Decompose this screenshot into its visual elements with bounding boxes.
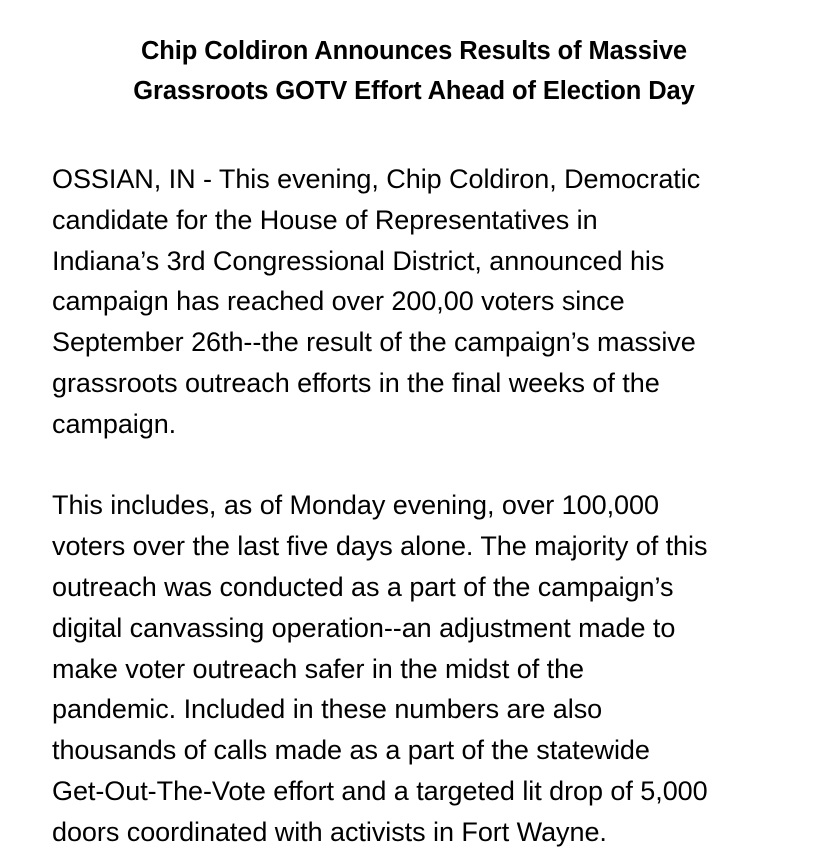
paragraph-line: campaign. [52, 408, 177, 439]
headline-line: Grassroots GOTV Effort Ahead of Election Day [133, 77, 695, 105]
paragraph-line: outreach was conducted as a part of the campaign’s [52, 571, 674, 602]
paragraph-line: thousands of calls made as a part of the statewide [52, 735, 650, 766]
paragraph-line: candidate for the House of Representatives in [52, 204, 598, 235]
paragraph-line: voters over the last five days alone. The majority of this [52, 531, 708, 562]
paragraph-line: digital canvassing operation--an adjustment made to [52, 612, 676, 643]
paragraph-line: This includes, as of Monday evening, over 100,000 [52, 490, 659, 521]
paragraph-line: September 26th--the result of the campaign’s massive [52, 327, 696, 358]
paragraph-line: doors coordinated with activists in Fort Wayne. [52, 816, 607, 847]
paragraph-line: Indiana’s 3rd Congressional District, announced his [52, 245, 665, 276]
headline-line: Chip Coldiron Announces Results of Massive [140, 37, 687, 65]
paragraph-line: Get-Out-The-Vote effort and a targeted lit drop of 5,000 [52, 775, 708, 806]
paragraph-line: grassroots outreach efforts in the final weeks of the [52, 367, 660, 398]
paragraph-line: make voter outreach safer in the midst of the [52, 653, 585, 684]
paragraph-line: OSSIAN, IN - This evening, Chip Coldiron, Democratic [52, 164, 701, 194]
paragraph-line: campaign has reached over 200,00 voters since [52, 286, 625, 317]
paragraph-line: pandemic. Included in these numbers are also [52, 694, 603, 725]
paragraph-details [52, 485, 776, 852]
headline [52, 31, 776, 111]
paragraph-announcement [52, 159, 776, 445]
